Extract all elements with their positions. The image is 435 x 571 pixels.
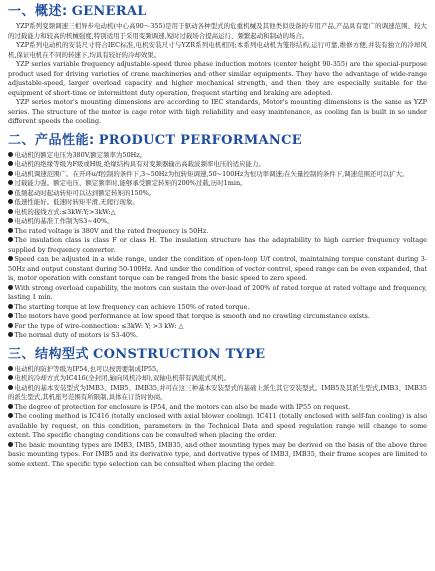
list-item: 过载能力强。额定电压、额定频率时,能够承受额定转矩的200%过载,历时1min。 xyxy=(8,179,427,189)
section-title-en: GENERAL xyxy=(71,4,147,19)
bullet-icon xyxy=(8,375,13,380)
section-title-cn: 概述: xyxy=(35,4,68,19)
bullet-icon xyxy=(8,323,13,328)
section-title-en: PRODUCT PERFORMANCE xyxy=(98,132,302,148)
list-item: The insulation class is class F or class H. The insulation structure has the adaptability to high carrier frequency voltage supplied by frequency converter. xyxy=(8,236,427,254)
bullet-icon xyxy=(8,228,13,233)
bullet-icon xyxy=(8,366,13,371)
bullet-icon xyxy=(8,218,13,223)
section-number: 三、 xyxy=(8,346,36,362)
bullet-icon xyxy=(8,152,13,157)
bullet-icon xyxy=(8,161,13,166)
bullet-icon xyxy=(8,332,13,337)
bullet-icon xyxy=(8,413,13,418)
general-paragraph: YZP series motor's mounting dimensions are according to IEC standards, Motor's mounting dimensions is the same as YZP series. The structure of the motor is cage rotor with high reliability and easy maintenance, as cooling fan is built in so under different speeds the cooling. xyxy=(8,98,427,125)
list-item: 电动机调速范围广。在开环u/f控制的条件下,3~50Hz为恒转矩调速,50~100Hz为恒功率调速;在矢量控制的条件下,调速范围还可以扩大。 xyxy=(8,170,427,180)
section-title-cn: 结构型式 xyxy=(35,346,90,362)
general-paragraph: YZP系列变频调速三相异步电动机(中心高90～355)是用于驱动各种型式的危重机械及其他类似设备的专用产品,产品具有宽广的调速范围、较大的过载能力和较高的机械强度,特别适用于采用变频调速,短时过载场合提高运行、频繁起动和制动的场合。 xyxy=(8,22,427,40)
list-item: The normal duty of motors is S3-40%. xyxy=(8,331,427,341)
section-performance-heading xyxy=(8,133,427,149)
performance-list xyxy=(8,151,427,341)
list-item: The basic mounting types are IMB3, IMB5, IMB35, and other mounting types may be derived on the basis of the above three basic mounting types. For IMB5 and its derivative type, and derivative types of IMB3, IMB35, their frame scopes are limited to some extent. The specific type selection can be consulted when placing the order. xyxy=(8,440,427,468)
list-item: 电动机的基准工作制为S3~40%。 xyxy=(8,217,427,227)
bullet-icon xyxy=(8,237,13,242)
bullet-icon xyxy=(8,199,13,204)
list-item: For the type of wire-connection: ≤3kW: Y; >3 kW: △ xyxy=(8,322,427,332)
list-item: 电动机的绝缘等级为F级或H级,绝缘结构具有对变频器输出高载波频率电压的适应能力。 xyxy=(8,160,427,170)
list-item: The motors have good performance at low speed that torque is smooth and no crawling circumstance exists. xyxy=(8,312,427,322)
construction-list xyxy=(8,365,427,470)
section-construction-heading xyxy=(8,347,427,363)
list-item: 电动机的额定电压为380V,额定频率为50Hz。 xyxy=(8,151,427,161)
section-title-en: CONSTRUCTION TYPE xyxy=(93,346,266,362)
bullet-icon xyxy=(8,313,13,318)
list-item: 电动机的基本安装型式为IMB3、IMB5、IMB35,并可在这三种基本安装型式的基础上派生其它安装型式。IMB5及其派生型式,IMB3、IMB35的派生型式,其机座号范围有所限制,具体在订货时协商。 xyxy=(8,383,427,401)
bullet-icon xyxy=(8,209,13,214)
bullet-icon xyxy=(8,442,13,447)
list-item: The degree of protection for enclosure is IP54, and the motors can also be made with IP55 on request. xyxy=(8,403,427,413)
bullet-icon xyxy=(8,180,13,185)
bullet-icon xyxy=(8,404,13,409)
bullet-icon xyxy=(8,190,13,195)
list-item: The rated voltage is 380V and the rated frequency is 50Hz. xyxy=(8,227,427,237)
list-item: With strong overload capability, the motors can sustain the over-load of 200% of rated torque at rated voltage and frequency, lasting 1 min. xyxy=(8,283,427,301)
list-item: 电机的冷却方式为IC416(全封闭,轴向风机冷却),双轴电机带有涡流式风机。 xyxy=(8,374,427,384)
section-number: 一、 xyxy=(8,4,36,19)
list-item: 低频起动时起动转矩可以达到额定转矩的150%。 xyxy=(8,189,427,199)
general-paragraph: YZP series variable frequency adjustable-speed three phase induction motors (center height 90-355) are the special-purpose product used for driving varieties of crane machineries and other similar equipments. They have the advantage of wide-range adjustable-speed, larger overload capacity and higher mechanical strength, and then they are especially suitable for the equipment of short-time or intermittent duty operation, frequent starting and braking are adopted. xyxy=(8,60,427,97)
list-item: The starting torque at low frequency can achieve 150% of rated torque. xyxy=(8,303,427,313)
section-title-cn: 产品性能: xyxy=(35,132,95,148)
general-paragraph: YZP系列电动机的安装尺寸符合IEC标准,电机安装尺寸与YZR系列电机相同;本系列电动机为笼形结构,运行可靠,维修方便,并装有独立的冷却风机,保证电机在不同的转速下,均具有较好的冷却效果。 xyxy=(8,41,427,59)
section-general-heading xyxy=(8,4,427,20)
section-number: 二、 xyxy=(8,132,36,148)
list-item: 低速性能好。低速时转矩平滑,无爬行现象。 xyxy=(8,198,427,208)
list-item: Speed can be adjusted in a wide range, under the condition of open-loop U/f control, maintaining torque constant during 3-50Hz and output constant during 50-100Hz. And under the condition of vector control, speed range can be even expanded, that is, motor operation with constant torque can be ranged from the basic speed to zero speed. xyxy=(8,255,427,282)
bullet-icon xyxy=(8,304,13,309)
list-item: 电动机的防护等级为IP54,也可以按需要制成IP55。 xyxy=(8,365,427,375)
bullet-icon xyxy=(8,171,13,176)
bullet-icon xyxy=(8,385,13,390)
bullet-icon xyxy=(8,285,13,290)
bullet-icon xyxy=(8,256,13,261)
list-item: 电机的接线方式:≤3kW:Y;>3kW:△ xyxy=(8,208,427,218)
list-item: The cooling method is IC416 (totally enclosed with axial blower cooling). IC411 (totally enclosed with self-fan cooling) is also available by request, on this condition, parameters in the Technical Data and speed regulation range will change to some extent. The specific changing conditions can be consulted when placing the order. xyxy=(8,412,427,439)
